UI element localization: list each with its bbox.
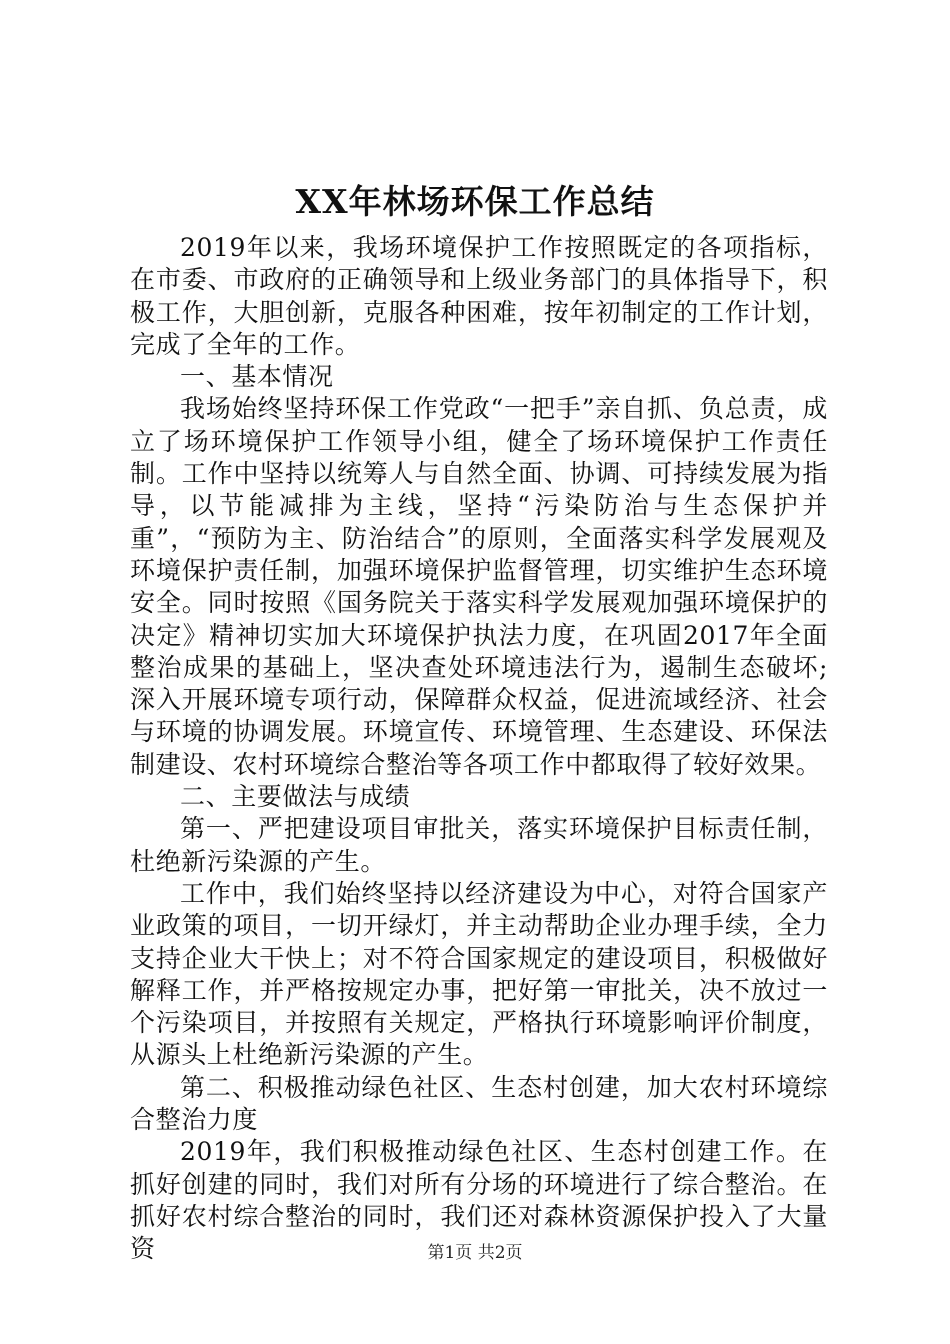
intro-paragraph: 2019年以来，我场环境保护工作按照既定的各项指标，在市委、市政府的正确领导和上级业务部门的具体指导下，积极工作，大胆创新，克服各种困难，按年初制定的工作计划，完成了全年的工作。: [130, 233, 828, 359]
document-body: [130, 232, 828, 1266]
section-heading-main-practices: 二、主要做法与成绩: [180, 782, 411, 812]
second-measure-paragraph: 2019年，我们积极推动绿色社区、生态村创建工作。在抓好创建的同时，我们对所有分场的环境进行了综合整治。在抓好农村综合整治的同时，我们还对森林资源保护投入了大量资: [130, 1137, 828, 1264]
second-measure-heading: 第二、积极推动绿色社区、生态村创建，加大农村环境综合整治力度: [130, 1072, 828, 1135]
basic-situation-paragraph: 我场始终坚持环保工作党政“一把手”亲自抓、负总责，成立了场环境保护工作领导小组，健全了场环境保护工作责任制。工作中坚持以统筹人与自然全面、协调、可持续发展为指导，以节能减排为主线，坚持“污染防治与生态保护并重”，“预防为主、防治结合”的原则，全面落实科学发展观及环境保护责任制，加强环境保护监督管理，切实维护生态环境安全。同时按照《国务院关于落实科学发展观加强环境保护的决定》精神切实加大环境保护执法力度，在巩固2017年全面整治成果的基础上，坚决查处环境违法行为，遏制生态破坏;深入开展环境专项行动，保障群众权益，促进流域经济、社会与环境的协调发展。环境宣传、环境管理、生态建设、环保法制建设、农村环境综合整治等各项工作中都取得了较好效果。: [130, 394, 828, 779]
first-measure-paragraph: 工作中，我们始终坚持以经济建设为中心，对符合国家产业政策的项目，一切开绿灯，并主动帮助企业办理手续，全力支持企业大干快上；对不符合国家规定的建设项目，积极做好解释工作，并严格按规定办事，把好第一审批关，决不放过一个污染项目，并按照有关规定，严格执行环境影响评价制度，从源头上杜绝新污染源的产生。: [130, 878, 828, 1070]
first-measure-heading: 第一、严把建设项目审批关，落实环境保护目标责任制，杜绝新污染源的产生。: [130, 814, 828, 876]
page-number-footer: 第1页 共2页: [427, 1243, 523, 1263]
document-title: XX年林场环保工作总结: [295, 182, 655, 221]
section-heading-basic-situation: 一、基本情况: [180, 362, 334, 392]
